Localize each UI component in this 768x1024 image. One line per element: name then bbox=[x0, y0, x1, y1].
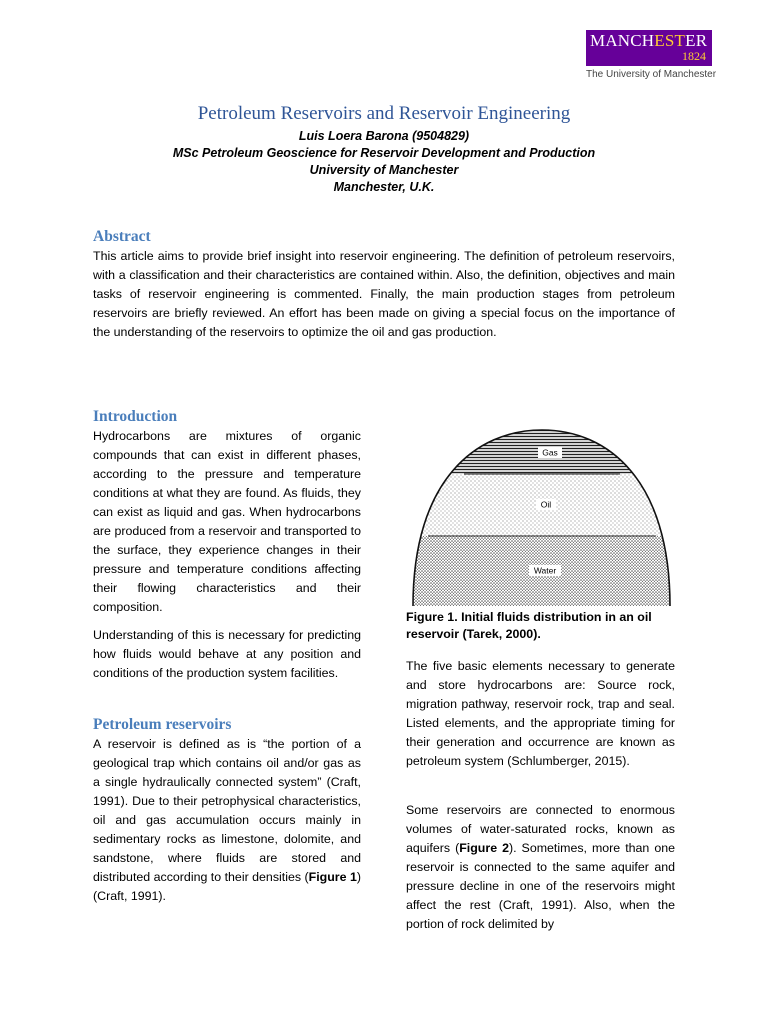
petroleum-reservoirs-paragraph bbox=[93, 735, 361, 906]
figure-1-reference: Figure 1 bbox=[308, 870, 357, 884]
university-logo bbox=[586, 30, 716, 80]
author-program: MSc Petroleum Geoscience for Reservoir Development and Production bbox=[172, 146, 596, 160]
aquifer-text-b: ). Sometimes, more than one reservoir is connected to the same aquifer and pressure decline in one of the reservoirs might affect the rest (Craft, 1991). Also, when the portion of rock delimited by bbox=[406, 841, 675, 931]
aquifer-text-a: Some reservoirs are connected to enormous volumes of water-saturated rocks, known as aquifers ( bbox=[406, 803, 675, 855]
logo-year: 1824 bbox=[682, 49, 706, 63]
introduction-paragraph-2: Understanding of this is necessary for predicting how fluids would behave at any position and conditions of the production system facilities. bbox=[93, 628, 361, 680]
paper-title: Petroleum Reservoirs and Reservoir Engineering bbox=[197, 103, 571, 124]
figure-2-reference: Figure 2 bbox=[459, 841, 509, 855]
figure-1-caption: Figure 1. Initial fluids distribution in an oil reservoir (Tarek, 2000). bbox=[406, 610, 652, 641]
gas-label: Gas bbox=[542, 447, 558, 458]
logo-box bbox=[586, 30, 712, 66]
author-location: Manchester, U.K. bbox=[333, 180, 435, 194]
logo-name bbox=[590, 32, 708, 49]
logo-name-part2: EST bbox=[654, 31, 686, 50]
petroleum-reservoirs-heading: Petroleum reservoirs bbox=[93, 716, 232, 733]
right-column-paragraph-1: The five basic elements necessary to generate and store hydrocarbons are: Source rock, migration pathway, reservoir rock, trap and seal. Listed elements, and the appropriate timing for their generation and occurrence are known as petroleum system (Schlumberger, 2015). bbox=[406, 659, 675, 768]
introduction-heading: Introduction bbox=[93, 408, 178, 425]
reservoirs-text-a: A reservoir is defined as is “the portion of a geological trap which contains oil and/or gas as a single hydraulically connected system” (Craft, 1991). Due to their petrophysical characteristics, oil and gas accumulation occurs mainly in sedimentary rocks as limestone, dolomite, and sandstone, where fluids are stored and distributed according to their densities ( bbox=[93, 737, 361, 884]
introduction-paragraph-1: Hydrocarbons are mixtures of organic compounds that can exist in different phases, according to the pressure and temperature conditions at what they are found. As fluids, they can exist as liquid and gas. When hydrocarbons are produced from a reservoir and transported to the surface, they experience changes in their pressure and temperature conditions affecting their flowing characteristics and their composition. bbox=[93, 429, 361, 614]
logo-name-part1: MANCH bbox=[590, 31, 655, 50]
author-block bbox=[0, 128, 768, 196]
reservoirs-text-b: ) (Craft, 1991). bbox=[93, 870, 361, 903]
figure-1-diagram bbox=[406, 420, 676, 610]
reservoir-dome-svg bbox=[406, 420, 676, 610]
oil-label: Oil bbox=[540, 499, 552, 510]
author-name: Luis Loera Barona (9504829) bbox=[298, 129, 470, 143]
water-label: Water bbox=[533, 565, 557, 576]
author-university: University of Manchester bbox=[309, 163, 459, 177]
abstract-heading: Abstract bbox=[93, 228, 151, 245]
logo-name-part3: ER bbox=[685, 31, 708, 50]
right-column-paragraph-2 bbox=[406, 801, 675, 934]
logo-subtitle: The University of Manchester bbox=[586, 69, 717, 80]
abstract-text: This article aims to provide brief insight into reservoir engineering. The definition of petroleum reservoirs, with a classification and their characteristics are contained within. Also, the definition, objectives and main tasks of reservoir engineering is commented. Finally, the main production stages from petroleum reservoirs are briefly reviewed. An effort has been made on giving a special focus on the importance of the understanding of the reservoirs to optimize the oil and gas production. bbox=[93, 249, 675, 339]
